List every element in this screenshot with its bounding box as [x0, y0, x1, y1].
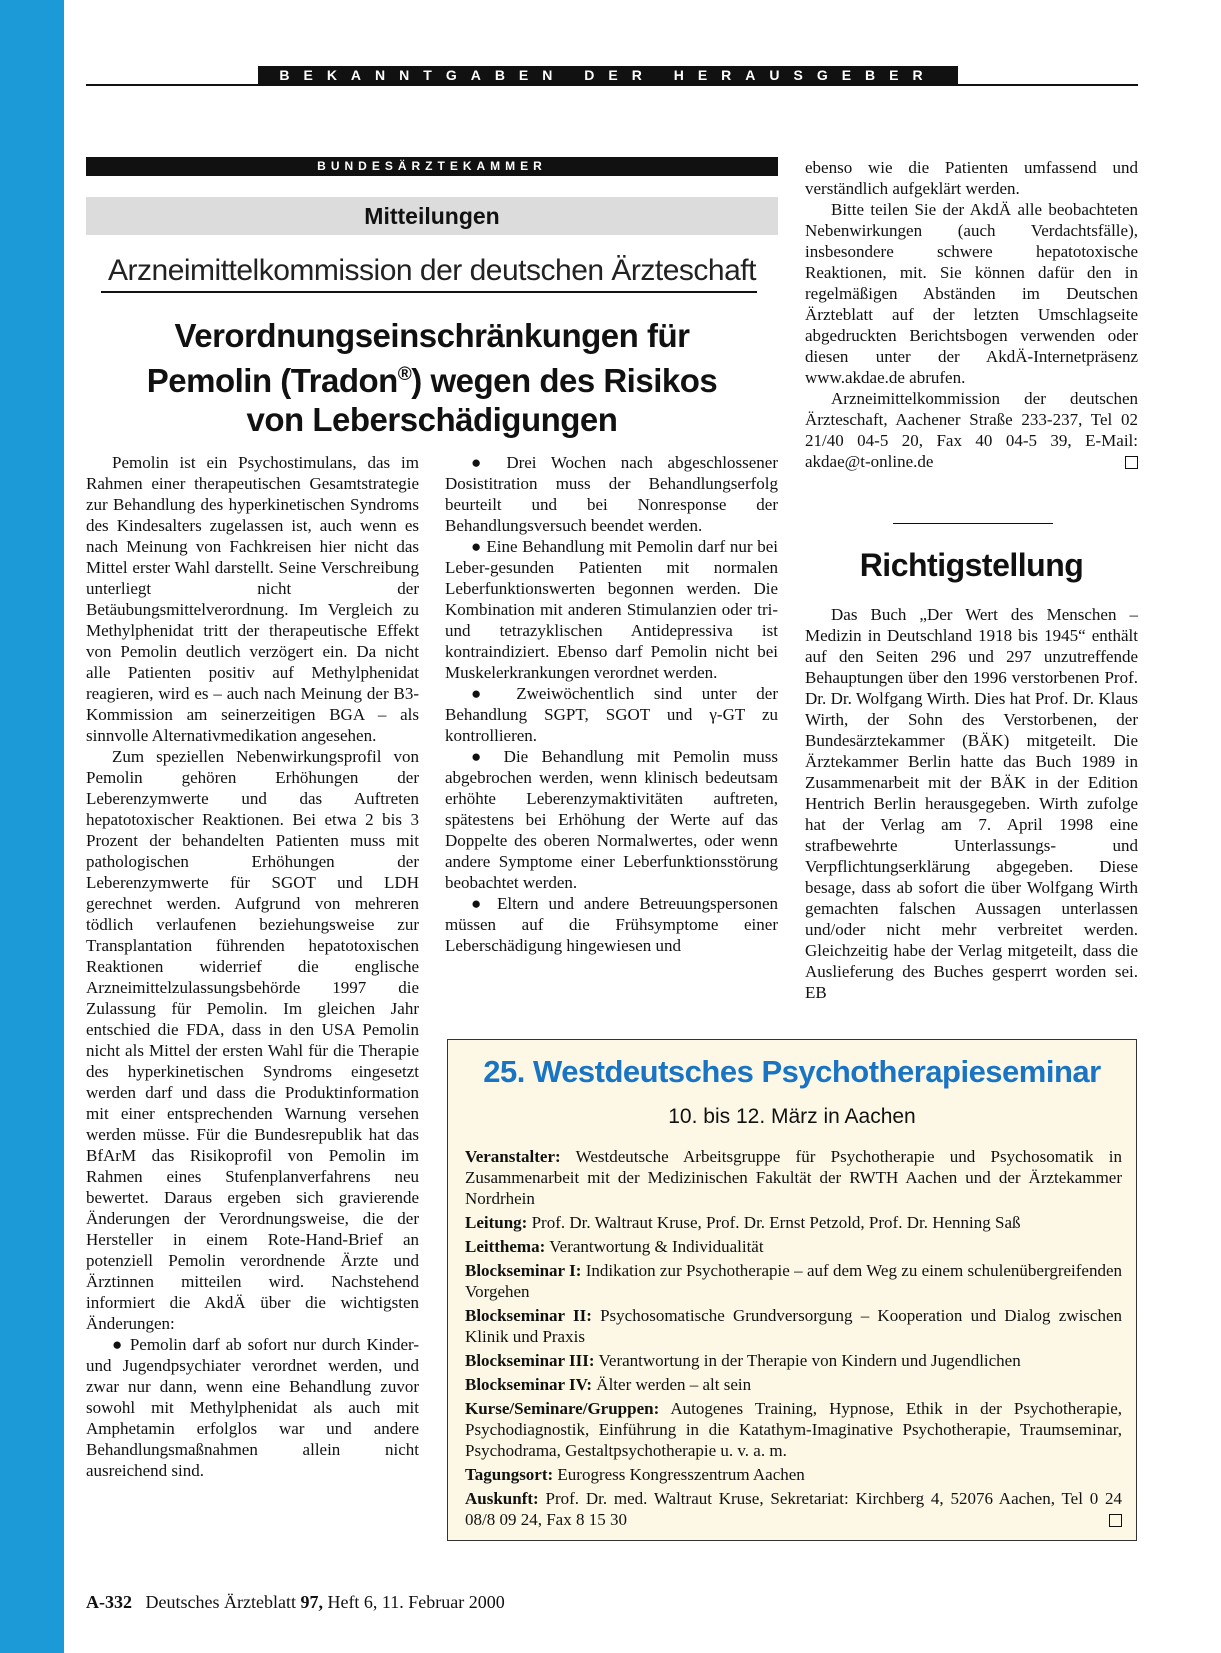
seminar-subtitle: 10. bis 12. März in Aachen: [668, 1105, 916, 1128]
subtitle-rule: [101, 291, 757, 293]
bullet-item: ● Die Behandlung mit Pemolin muss abgebrochen werden, wenn klinisch bedeutsam erhöhte Leberenzymaktivitäten auftreten, spätestens bei Erhöhung der Werte auf das Doppelte des oberen Normalwertes, oder wenn andere Symptome einer Leberfunktionsstörung beobachtet werden.: [445, 747, 778, 892]
item-value: Indikation zur Psychotherapie – auf dem Weg zu einem schulenübergreifenden Vorgehen: [465, 1261, 1123, 1301]
end-mark-icon: [1109, 1514, 1122, 1527]
item-label: Blockseminar III:: [465, 1351, 595, 1370]
item-label: Blockseminar IV:: [465, 1375, 593, 1394]
contact-paragraph: [805, 388, 1138, 472]
headline-line-3: von Leberschädigungen: [246, 401, 618, 438]
article-headline: [86, 316, 778, 439]
item-value: Westdeutsche Arbeitsgruppe für Psychotherapie und Psychosomatik in Zusammenarbeit mit der Medizinischen Fakultät der RWTH Aachen und der Ärztekammer Nordrhein: [465, 1147, 1122, 1208]
item-value: Autogenes Training, Hypnose, Ethik in der Psychotherapie, Psychodiagnostik, Einführung in die Katathym-Imaginative Psychotherapie, Traumseminar, Psychodrama, Gestaltpsychotherapie u. v. a. m.: [465, 1399, 1122, 1460]
header-rule: [86, 84, 1138, 86]
bullet-item: ● Eltern und andere Betreuungspersonen müssen auf die Frühsymptome einer Leberschädigung hingewiesen und: [445, 894, 778, 955]
article-column-1: [86, 452, 419, 1481]
page-footer: [86, 1592, 505, 1613]
item-value: Älter werden – alt sein: [596, 1375, 752, 1394]
seminar-item: [465, 1350, 1122, 1371]
item-label: Kurse/Seminare/Gruppen:: [465, 1399, 660, 1418]
seminar-item: [465, 1305, 1122, 1347]
seminar-item: [465, 1260, 1122, 1302]
seminar-box: [447, 1039, 1137, 1541]
correction-column: [805, 604, 1138, 1003]
item-value: Prof. Dr. med. Waltraut Kruse, Sekretariat: Kirchberg 4, 52076 Aachen, Tel 0 24 08/8 09 24, Fax 8 15 30: [465, 1489, 1122, 1529]
seminar-item: [465, 1464, 1122, 1485]
headline-part-b: ) wegen des Risikos: [411, 362, 718, 399]
paragraph: ebenso wie die Patienten umfassend und verständlich aufgeklärt werden.: [805, 158, 1138, 198]
item-label: Leitung:: [465, 1213, 528, 1232]
paragraph: Bitte teilen Sie der AkdÄ alle beobachteten Nebenwirkungen (auch Verdachtsfälle), insbesondere schwere hepatotoxische Reaktionen, mit. Sie können dafür den in regelmäßigen Abständen im Deutschen Ärzteblatt auf der letzten Umschlagseite abgedruckten Berichtsbogen verwenden oder diesen unter der AkdÄ-Internetpräsenz www.akdae.de abrufen.: [805, 200, 1138, 387]
item-label: Leitthema:: [465, 1237, 546, 1256]
item-value: Eurogress Kongresszentrum Aachen: [557, 1465, 805, 1484]
headline-line-2: [86, 355, 778, 400]
column-divider: [893, 523, 1053, 524]
issue: Heft 6, 11. Februar 2000: [327, 1592, 505, 1612]
volume: 97,: [300, 1592, 323, 1612]
section-title: Mitteilungen: [86, 197, 778, 235]
item-label: Blockseminar II:: [465, 1306, 592, 1325]
bullet-item: ● Eine Behandlung mit Pemolin darf nur bei Leber-gesunden Patienten mit normalen Leberfunktionswerten begonnen werden. Die Kombination mit anderen Stimulanzien oder tri- und tetrazyklischen Antidepressiva ist kontraindiziert. Ebenso darf Pemolin nicht bei Muskelerkrankungen verordnet werden.: [445, 537, 778, 682]
article-column-3: [805, 157, 1138, 472]
item-value: Verantwortung & Individualität: [549, 1237, 764, 1256]
headline-line-1: Verordnungseinschränkungen für: [174, 317, 690, 354]
item-label: Veranstalter:: [465, 1147, 561, 1166]
page-number: A-332: [86, 1592, 132, 1612]
seminar-title: 25. Westdeutsches Psychotherapieseminar: [483, 1054, 1101, 1089]
article-column-2: [445, 452, 778, 956]
bullet-item: ● Drei Wochen nach abgeschlossener Dosistitration muss der Behandlungserfolg beurteilt und bei Nonresponse der Behandlungsversuch beendet werden.: [445, 453, 778, 535]
section-subtitle: Arzneimittelkommission der deutschen Ärzteschaft: [108, 254, 756, 287]
item-value: Verantwortung in der Therapie von Kindern und Jugendlichen: [598, 1351, 1021, 1370]
bullet-item: ● Pemolin darf ab sofort nur durch Kinder- und Jugendpsychiater verordnet werden, und zwar nur dann, wenn eine Behandlung zuvor sowohl mit Methylphenidat als auch mit Amphetamin erfolglos war und andere Behandlungsmaßnahmen allein nicht ausreichend sind.: [86, 1335, 419, 1480]
item-label: Tagungsort:: [465, 1465, 554, 1484]
header-kicker: BEKANNTGABEN DER HERAUSGEBER: [258, 66, 958, 85]
item-value: Psychosomatische Grundversorgung – Kooperation und Dialog zwischen Klinik und Praxis: [465, 1306, 1123, 1346]
correction-title: Richtigstellung: [859, 547, 1084, 583]
item-label: Blockseminar I:: [465, 1261, 582, 1280]
seminar-item: [465, 1398, 1122, 1461]
end-mark-icon: [1125, 456, 1138, 469]
paragraph: Zum speziellen Nebenwirkungsprofil von Pemolin gehören Erhöhungen der Leberenzymwerte und das Auftreten hepatotoxischer Reaktionen. Bei etwa 2 bis 3 Prozent der behandelten Patienten muss mit pathologischen Erhöhungen der Leberenzymwerte für SGOT und LDH gerechnet werden. Aufgrund von mehreren tödlich verlaufenen beziehungsweise zur Transplantation führenden hepatotoxischen Reaktionen widerrief die englische Arzneimittelzulassungsbehörde 1997 die Zulassung für Pemolin. Im gleichen Jahr entschied die FDA, dass in den USA Pemolin nicht als Mittel der ersten Wahl für die Therapie des hyperkinetischen Syndroms eingesetzt werden darf und dass die Produktinformation mit einer entsprechenden Warnung versehen werden müsse. Für die Bundesrepublik hat das BfArM das Risikoprofil von Pemolin im Rahmen eines Stufenplanverfahrens neu bewertet. Daraus ergeben sich gravierende Änderungen der Verordnungsweise, die der Hersteller in einem Rote-Hand-Brief an potenziell Pemolin verordnende Ärzte und Ärztinnen mitteilen wird. Nachstehend informiert die AkdÄ über die wichtigsten Änderungen:: [86, 747, 419, 1333]
correction-text: Das Buch „Der Wert des Menschen – Medizin in Deutschland 1918 bis 1945“ enthält auf den Seiten 296 und 297 unzutreffende Behauptungen über den 1996 verstorbenen Prof. Dr. Dr. Wolfgang Wirth. Dies hat Prof. Dr. Klaus Wirth, der Sohn des Verstorbenen, der Bundesärztekammer (BÄK) mitgeteilt. Die Ärztekammer Berlin hatte das Buch 1989 in Zusammenarbeit mit der BÄK in der Edition Hentrich Berlin herausgegeben. Wirth zufolge hat der Verlag am 7. April 1998 eine strafbewehrte Unterlassungs- und Verpflichtungserklärung abgegeben. Diese besage, dass ab sofort die über Wolfgang Wirth gemachten falschen Aussagen unterlassen und/oder nicht mehr verbreitet werden. Gleichzeitig habe der Verlag mitgeteilt, dass die Auslieferung des Buches gesperrt worden sei. EB: [805, 605, 1138, 1002]
seminar-item: [465, 1488, 1122, 1530]
seminar-item: [465, 1236, 1122, 1257]
bullet-item: ● Zweiwöchentlich sind unter der Behandlung SGPT, SGOT und γ-GT zu kontrollieren.: [445, 684, 778, 745]
side-color-bar: [0, 0, 64, 1653]
registered-mark: ®: [397, 364, 412, 385]
item-value: Prof. Dr. Waltraut Kruse, Prof. Dr. Ernst Petzold, Prof. Dr. Henning Saß: [531, 1213, 1021, 1232]
item-label: Auskunft:: [465, 1489, 539, 1508]
seminar-item: [465, 1374, 1122, 1395]
seminar-item: [465, 1212, 1122, 1233]
section-kicker: BUNDESÄRZTEKAMMER: [86, 157, 778, 176]
journal-name: Deutsches Ärzteblatt: [145, 1592, 296, 1612]
seminar-item: [465, 1146, 1122, 1209]
seminar-details: [465, 1146, 1122, 1533]
paragraph: Pemolin ist ein Psychostimulans, das im Rahmen einer therapeutischen Gesamtstrategie zur Behandlung des hyperkinetischen Syndroms des Kindesalters zugelassen ist, auch wenn es nach Meinung von Fachkreisen hier nicht das Mittel erster Wahl darstellt. Seine Verschreibung unterliegt nicht der Betäubungsmittelverordnung. Im Vergleich zu Methylphenidat tritt der therapeutische Effekt von Pemolin deutlich verzögert ein. Da nicht alle Patienten positiv auf Methylphenidat reagieren, wird es – auch nach Meinung der B3-Kommission am seinerzeitigen BGA – als sinnvolle Alternativmedikation angesehen.: [86, 453, 419, 745]
contact-text: Arzneimittelkommission der deutschen Ärzteschaft, Aachener Straße 233-237, Tel 02 21/40 04-5 20, Fax 40 04-5 39, E-Mail: akdae@t-online.de: [805, 389, 1138, 471]
headline-part-a: Pemolin (Tradon: [146, 362, 398, 399]
